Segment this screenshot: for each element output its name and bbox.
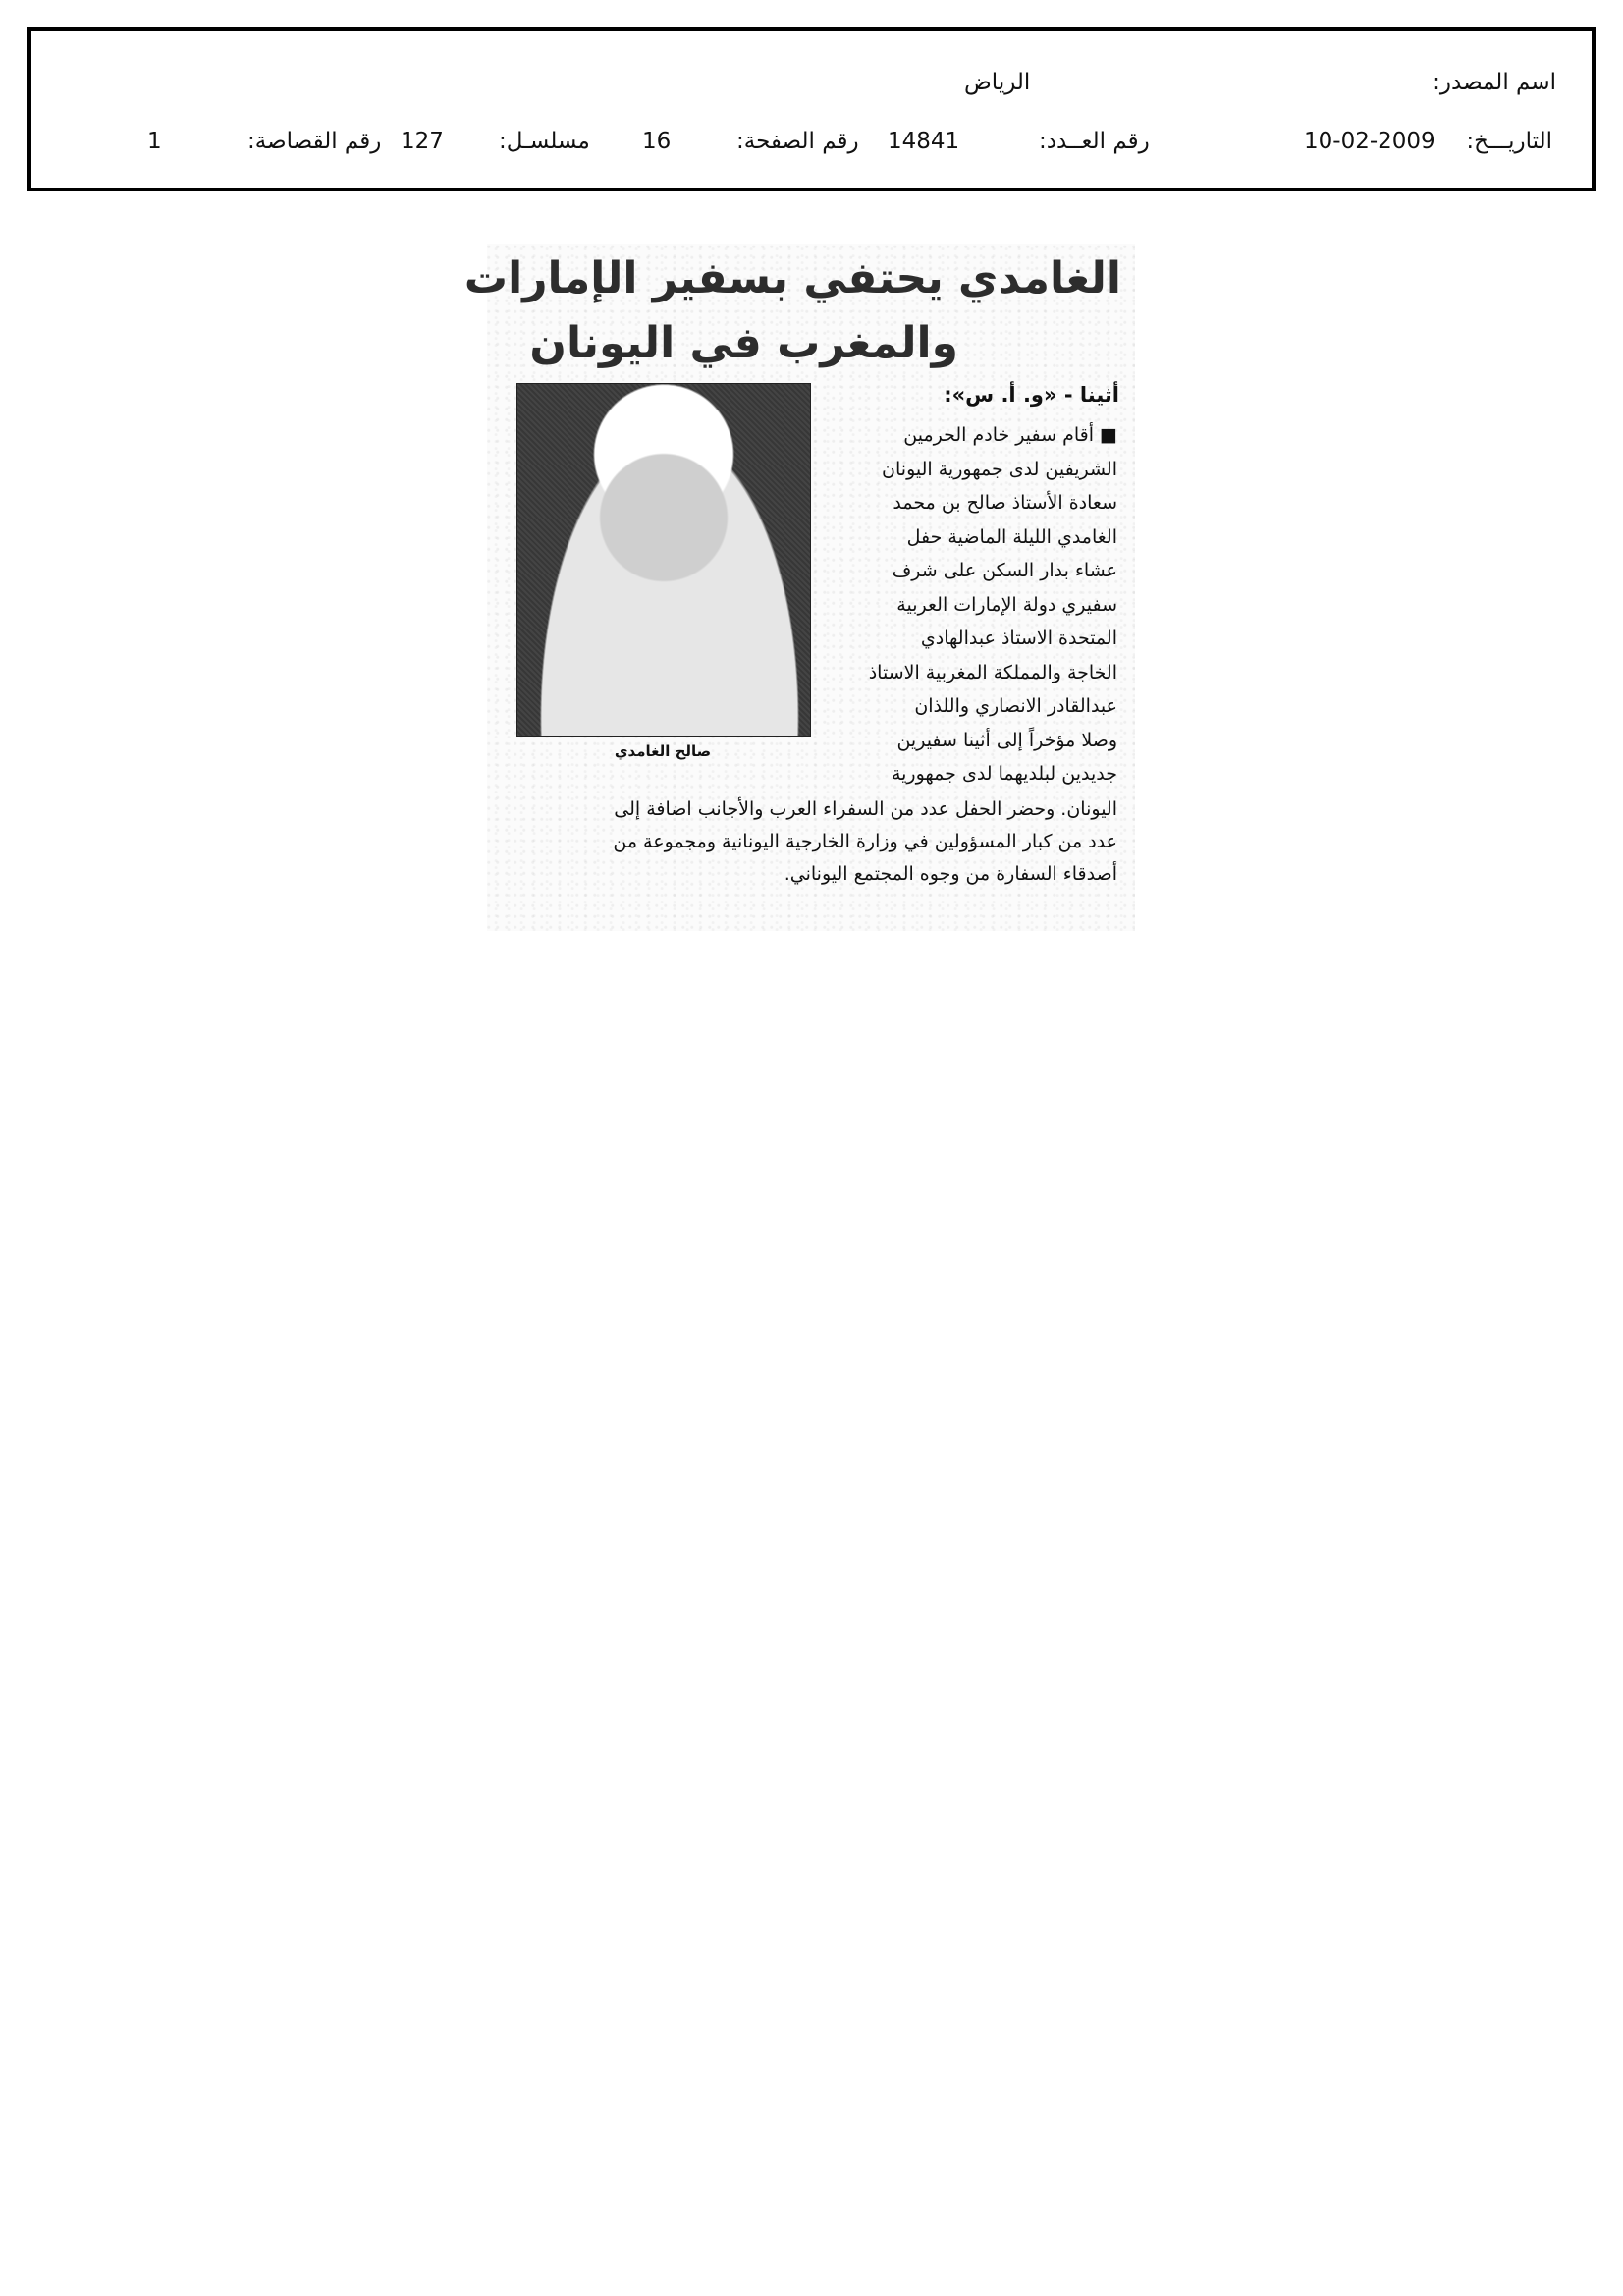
body-line: المتحدة الاستاذ عبدالهادي <box>920 628 1117 649</box>
body-line: عشاء بدار السكن على شرف <box>892 560 1117 581</box>
clip-label: رقم القصاصة: <box>247 129 382 154</box>
body-line: الشريفين لدى جمهورية اليونان <box>882 458 1117 480</box>
issue-value: 14841 <box>888 129 960 154</box>
clip-value: 1 <box>147 129 162 154</box>
body-line: ■ أقام سفير خادم الحرمين <box>903 424 1117 446</box>
body-line: عدد من كبار المسؤولين في وزارة الخارجية اليونانية ومجموعة من <box>613 831 1117 852</box>
headline-line-1: الغامدي يحتفي بسفير الإمارات <box>463 253 1121 303</box>
body-line: الخاجة والمملكة المغربية الاستاذ <box>868 661 1117 683</box>
metadata-row-details <box>31 122 1592 161</box>
body-line: سفيري دولة الإمارات العربية <box>896 593 1117 616</box>
photo-caption: صالح الغامدي <box>614 742 712 760</box>
date-value: 10-02-2009 <box>1304 129 1435 154</box>
headline-line-2: والمغرب في اليونان <box>529 318 958 368</box>
body-line: أصدقاء السفارة من وجوه المجتمع اليوناني. <box>784 863 1117 885</box>
serial-label: مسلسـل: <box>499 129 590 154</box>
date-label: التاريـــخ: <box>1466 129 1552 154</box>
body-line: عبدالقادر الانصاري واللذان <box>914 695 1117 717</box>
article-dateline: أثينا - «و. أ. س»: <box>944 383 1119 407</box>
article-body-fullwidth <box>505 793 1117 891</box>
body-line: سعادة الأستاذ صالح بن محمد <box>893 492 1117 514</box>
source-value: الرياض <box>964 70 1031 95</box>
source-metadata-box <box>27 27 1596 191</box>
portrait-photo <box>516 383 811 737</box>
article-body-column <box>833 418 1117 792</box>
body-line: الغامدي الليلة الماضية حفل <box>906 525 1117 548</box>
issue-label: رقم العــدد: <box>1039 129 1150 154</box>
body-line: جديدين لبلديهما لدى جمهورية <box>891 763 1117 785</box>
body-line: اليونان. وحضر الحفل عدد من السفراء العرب والأجانب اضافة إلى <box>614 798 1117 820</box>
metadata-row-source <box>31 63 1592 102</box>
page-label: رقم الصفحة: <box>736 129 859 154</box>
source-label: اسم المصدر: <box>1433 70 1556 95</box>
newspaper-clipping <box>463 244 1135 931</box>
body-line: وصلا مؤخراً إلى أثينا سفيرين <box>896 729 1117 751</box>
page-value: 16 <box>642 129 672 154</box>
serial-value: 127 <box>401 129 444 154</box>
